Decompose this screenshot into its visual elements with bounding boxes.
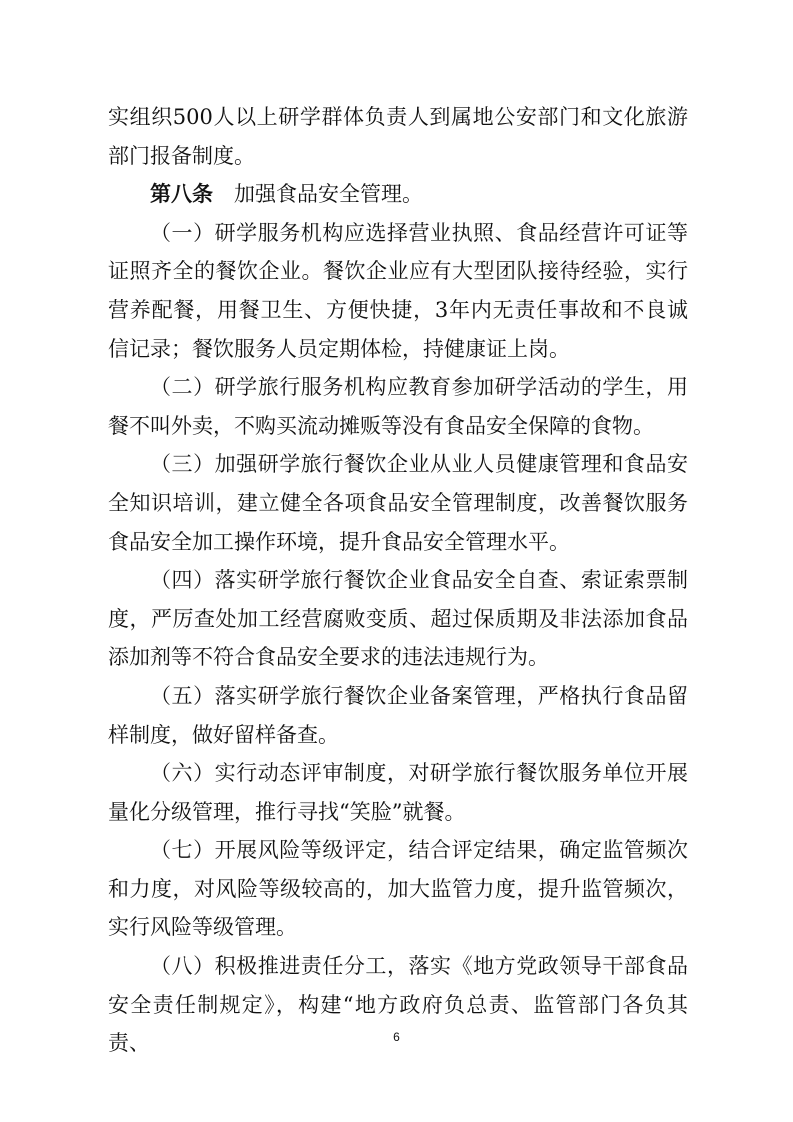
paragraph-item-6: （六）实行动态评审制度，对研学旅行餐饮服务单位开展量化分级管理，推行寻找“笑脸”就餐。 (108, 761, 688, 824)
article-heading: 第八条 (150, 182, 213, 207)
article-8-paragraph (108, 175, 688, 214)
paragraph-item-5: （五）落实研学旅行餐饮企业备案管理，严格执行食品留样制度，做好留样备查。 (108, 683, 688, 747)
paragraph-item-4: （四）落实研学旅行餐饮企业食品安全自查、索证索票制度，严厉查处加工经营腐败变质、超过保质期及非法添加食品添加剂等不符合食品安全要求的违法违规行为。 (108, 568, 688, 670)
page-number: 6 (393, 1030, 400, 1044)
paragraph-continuation: 实组织500人以上研学群体负责人到属地公安部门和文化旅游部门报备制度。 (108, 105, 688, 168)
paragraph-item-3: （三）加强研学旅行餐饮企业从业人员健康管理和食品安全知识培训，建立健全各项食品安全管理制度，改善餐饮服务食品安全加工操作环境，提升食品安全管理水平。 (108, 452, 688, 554)
paragraph-item-7: （七）开展风险等级评定，结合评定结果，确定监管频次和力度，对风险等级较高的，加大监管力度，提升监管频次，实行风险等级管理。 (108, 838, 688, 940)
paragraph-item-2: （二）研学旅行服务机构应教育参加研学活动的学生，用餐不叫外卖，不购买流动摊贩等没有食品安全保障的食物。 (108, 375, 688, 438)
paragraph-item-1: （一）研学服务机构应选择营业执照、食品经营许可证等证照齐全的餐饮企业。餐饮企业应有大型团队接待经验，实行营养配餐，用餐卫生、方便快捷，3年内无责任事故和不良诚信记录；餐饮服务人员定期体检，持健康证上岗。 (108, 220, 688, 361)
body-text (108, 98, 688, 1063)
article-title: 加强食品安全管理。 (213, 182, 423, 207)
paragraph-item-8: （八）积极推进责任分工，落实《地方党政领导干部食品安全责任制规定》，构建“地方政府负总责、监管部门各负其责、 (108, 954, 688, 1056)
